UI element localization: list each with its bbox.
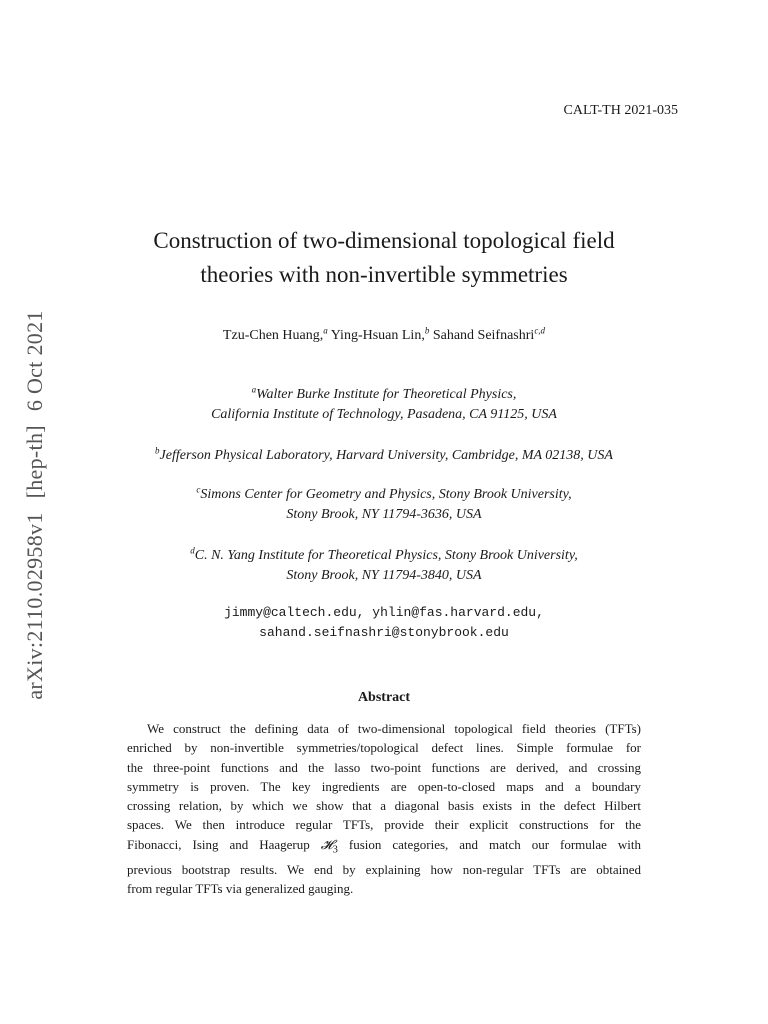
affiliation-b	[80, 446, 688, 466]
affiliation-c	[100, 485, 668, 525]
abstract-line: enriched by non-invertible symmetries/topological defect lines. Simple formulae for	[127, 740, 641, 756]
arxiv-identifier-stamp[interactable]	[22, 310, 48, 699]
abstract-line: crossing relation, by which we show that a diagonal basis exists in the defect Hilbert	[127, 798, 641, 814]
affiliation-line: Walter Burke Institute for Theoretical Physics,	[256, 387, 517, 402]
title-line-2: theories with non-invertible symmetries	[200, 262, 568, 287]
title-line-1: Construction of two-dimensional topological field	[153, 228, 615, 253]
abstract-line: We construct the defining data of two-dimensional topological field theories (TFTs)	[147, 721, 641, 736]
author-affiliation-mark: a	[323, 325, 328, 336]
author-name: Ying-Hsuan Lin,	[330, 328, 425, 343]
arxiv-id: arXiv:2110.02958v1	[22, 512, 47, 700]
affiliation-mark: c	[196, 484, 201, 495]
affiliation-mark: d	[190, 545, 195, 556]
abstract-line: symmetry is proven. The key ingredients are open-to-closed maps and a boundary	[127, 778, 641, 794]
report-number: CALT-TH 2021-035	[563, 103, 678, 118]
author-name: Tzu-Chen Huang,	[222, 328, 324, 343]
arxiv-date: 6 Oct 2021	[22, 310, 47, 412]
abstract-line	[127, 835, 641, 860]
abstract-line: the three-point functions and the lasso two-point functions are derived, and crossing	[127, 759, 641, 775]
author-list	[100, 325, 668, 344]
email-line[interactable]: sahand.seifnashri@stonybrook.edu	[259, 625, 509, 640]
arxiv-category: [hep-th]	[22, 425, 47, 499]
abstract-text-fragment: fusion categories, and match our formulae with	[348, 836, 642, 852]
affiliation-mark: b	[155, 445, 160, 456]
abstract-line: previous bootstrap results. We end by explaining how non-regular TFTs are obtained	[127, 861, 641, 877]
haagerup-subscript: 3	[332, 843, 338, 856]
author-affiliation-mark: b	[424, 325, 430, 336]
haagerup-symbol: 𝓗	[320, 836, 333, 852]
abstract-text-fragment: Fibonacci, Ising and Haagerup	[127, 836, 310, 852]
author-name: Sahand Seifnashri	[432, 328, 535, 343]
affiliation-line: Stony Brook, NY 11794-3636, USA	[286, 507, 482, 522]
abstract-text	[127, 719, 641, 898]
affiliation-line: California Institute of Technology, Pasadena, CA 91125, USA	[211, 407, 557, 422]
abstract-line: from regular TFTs via generalized gauging.	[127, 880, 354, 896]
affiliation-line: C. N. Yang Institute for Theoretical Physics, Stony Brook University,	[194, 548, 578, 563]
affiliation-line: Simons Center for Geometry and Physics, Stony Brook University,	[200, 487, 572, 502]
author-emails	[100, 603, 668, 643]
affiliation-mark: a	[251, 384, 257, 395]
affiliation-line: Jefferson Physical Laboratory, Harvard University, Cambridge, MA 02138, USA	[159, 448, 613, 463]
email-line[interactable]: jimmy@caltech.edu, yhlin@fas.harvard.edu,	[224, 605, 544, 620]
abstract-line: spaces. We then introduce regular TFTs, provide their explicit constructions for the	[127, 817, 641, 833]
affiliation-a	[100, 385, 668, 425]
affiliation-d	[100, 546, 668, 586]
author-affiliation-mark: c,d	[534, 325, 546, 336]
affiliation-line: Stony Brook, NY 11794-3840, USA	[286, 568, 482, 583]
paper-title	[100, 224, 668, 292]
abstract-heading: Abstract	[357, 690, 411, 705]
